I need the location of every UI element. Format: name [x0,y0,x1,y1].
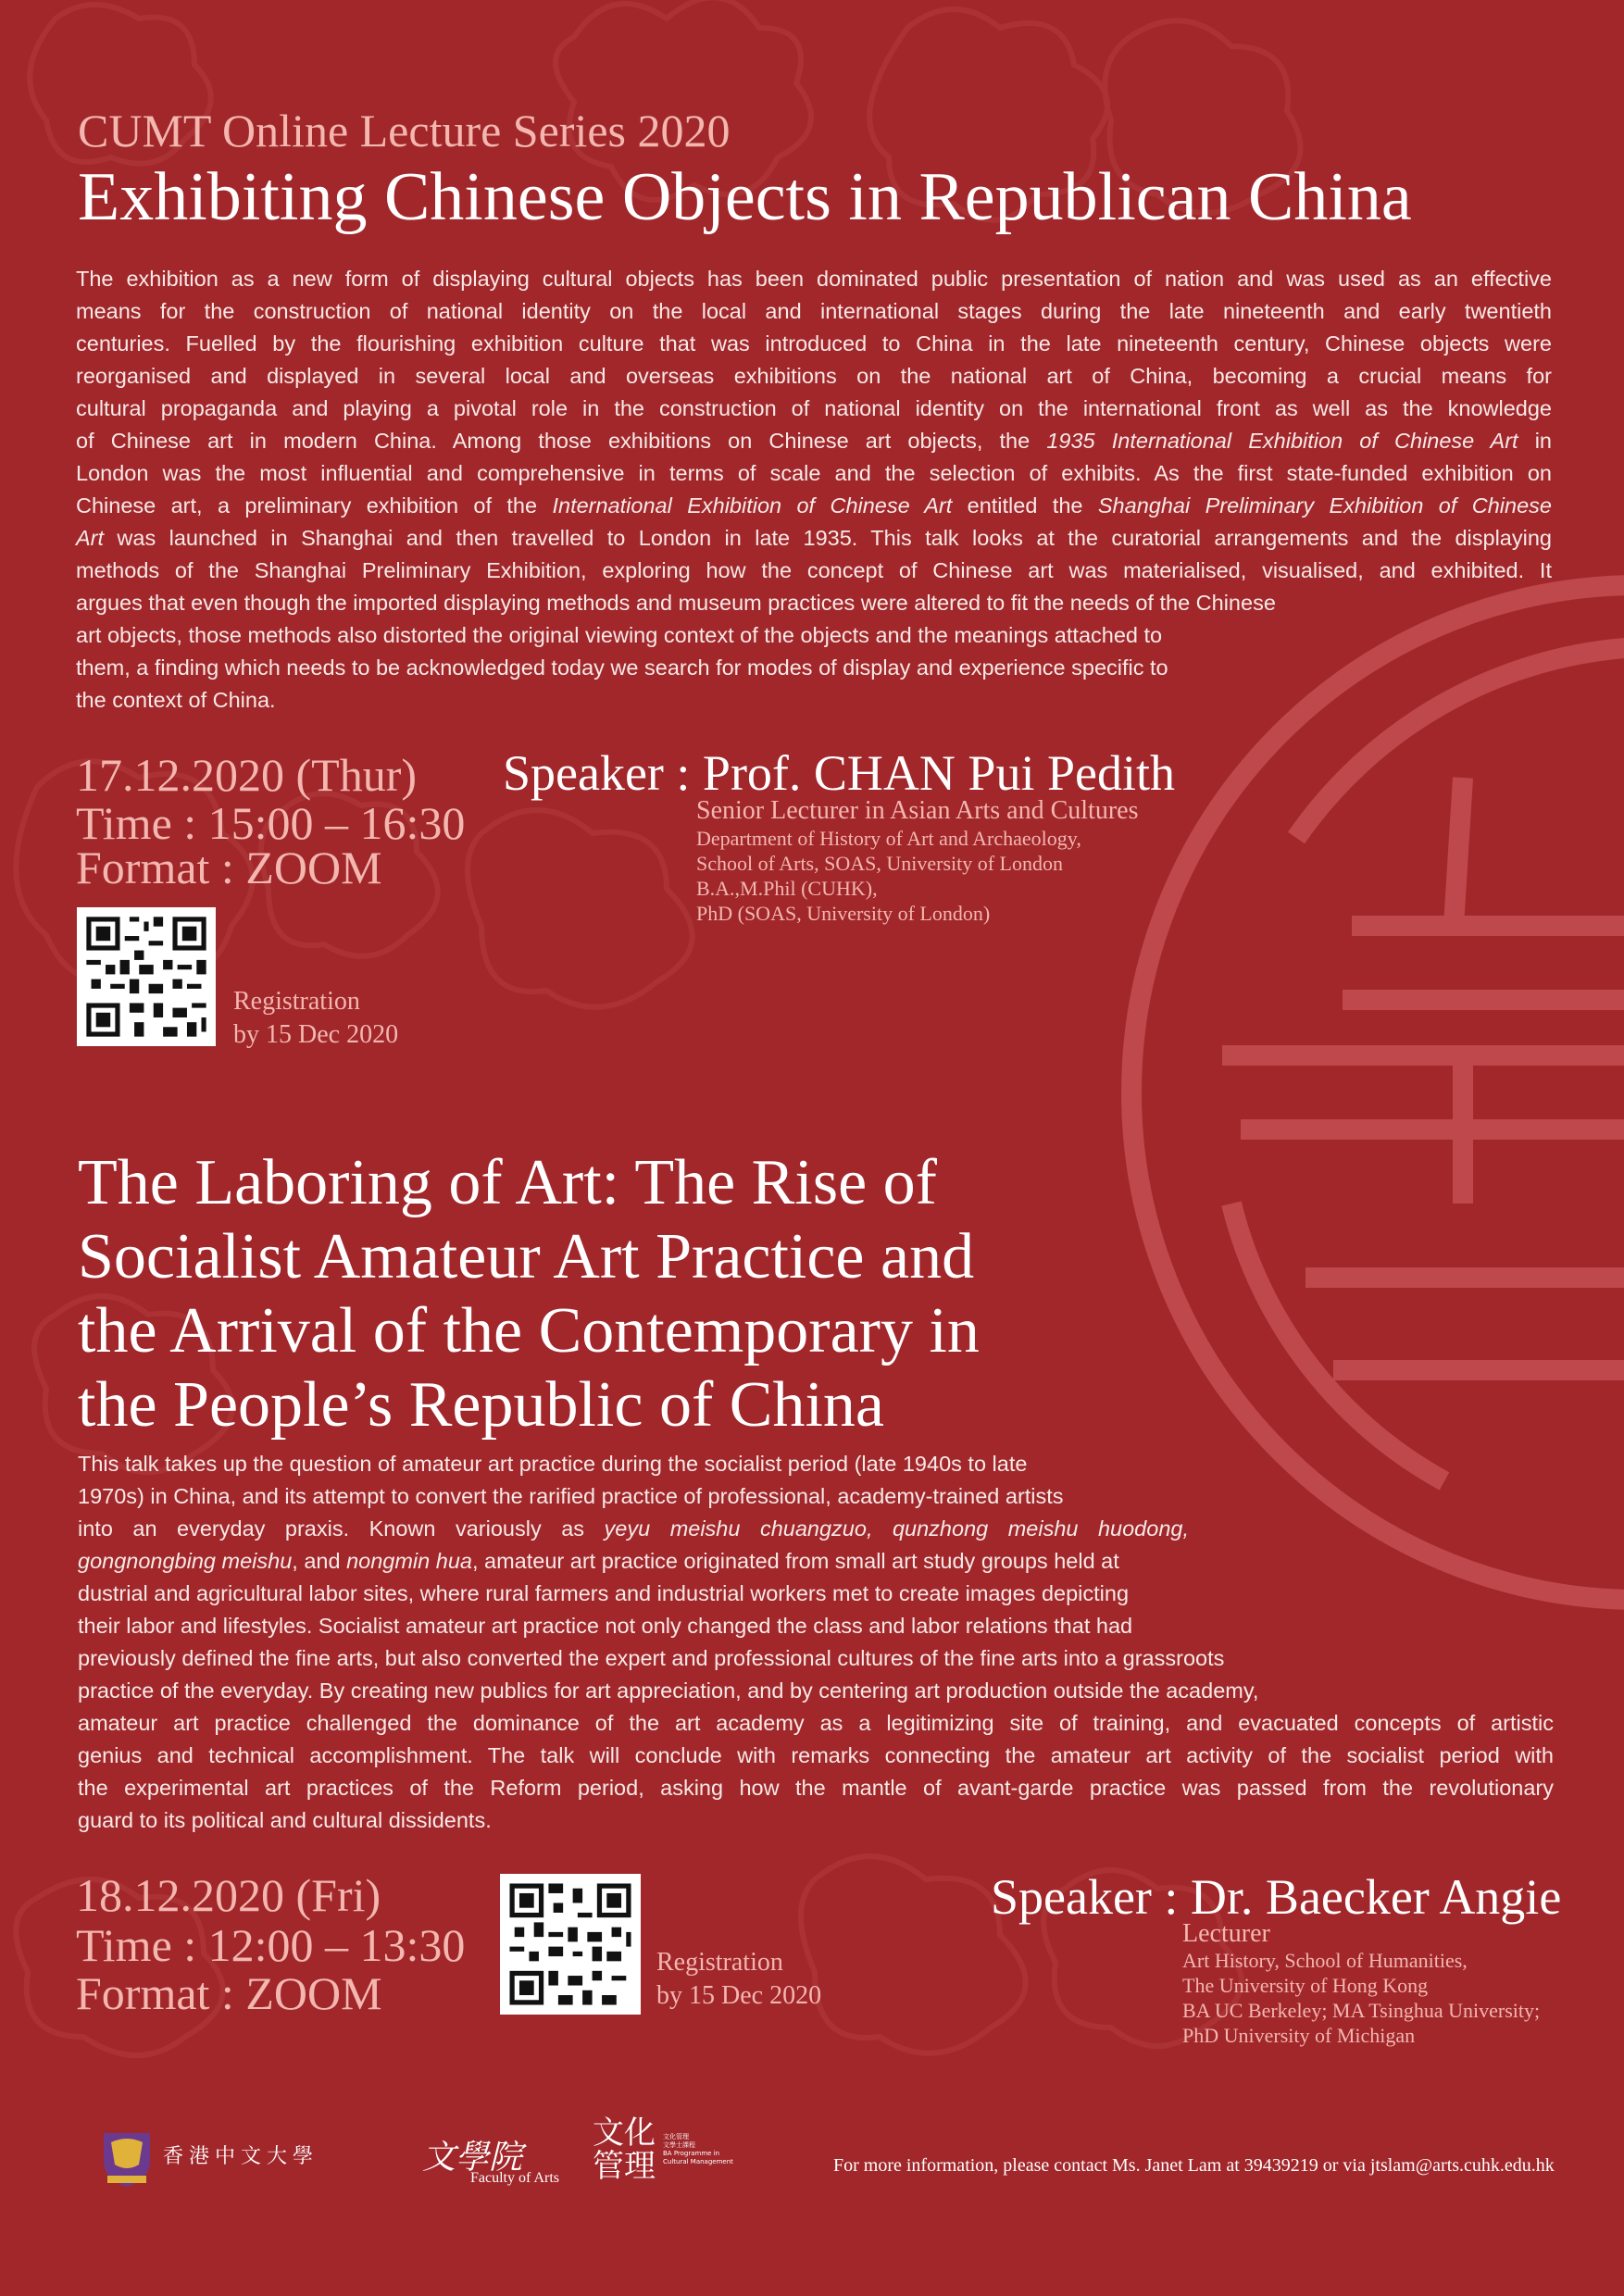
lecture1-qr-code-icon[interactable] [77,907,216,1046]
abstract-line: the experimental art practices of the Reform period, asking how the mantle of avant-garde practice was passed from the revolutionary [78,1776,1554,1800]
lecture2-title [78,1146,980,1442]
lecture1-speaker: Speaker : Prof. CHAN Pui Pedith [503,745,1175,801]
abstract-line: art objects, those methods also distorted the original viewing context of the objects and the meanings attached to [76,623,1163,647]
lecture2-abstract [78,1448,1554,1837]
contact-info: For more information, please contact Ms. Janet Lam at 39439219 or via jtslam@arts.cuhk.edu.hk [833,2155,1555,2176]
registration-label: Registration [656,1948,783,1977]
speaker-credential: PhD (SOAS, University of London) [696,902,991,925]
lecture2-registration [656,1946,821,2013]
speaker-position: Senior Lecturer in Asian Arts and Cultures [696,796,1139,825]
speaker-credential: B.A.,M.Phil (CUHK), [696,877,878,900]
lecture1-registration [233,985,398,1052]
abstract-line: argues that even though the imported displaying methods and museum practices were altered to fit the needs of the Chinese [76,591,1276,615]
speaker-position: Lecturer [1182,1919,1270,1948]
abstract-line: gongnongbing meishu, and nongmin hua, amateur art practice originated from small art study groups held at [78,1549,1119,1573]
abstract-line: The exhibition as a new form of displaying cultural objects has been dominated public presentation of nation and was used as an effective [76,267,1552,291]
abstract-line: them, a finding which needs to be acknowledged today we search for modes of display and experience specific to [76,655,1168,680]
abstract-line: cultural propaganda and playing a pivotal role in the construction of national identity on the international front as well as the knowledge [76,396,1552,420]
lecture2-speaker-credentials [1182,1920,1540,2048]
lecture2-details [76,1869,466,2019]
abstract-line: centuries. Fuelled by the flourishing exhibition culture that was introduced to China in the late nineteenth century, Chinese objects were [76,331,1552,356]
registration-deadline: by 15 Dec 2020 [656,1981,822,2010]
faculty-of-arts-name: Faculty of Arts [470,2170,559,2186]
registration-label: Registration [233,987,360,1016]
lecture2-time: Time : 12:00 – 13:30 [76,1919,466,1971]
cm-text-line: 文學士課程 [663,2141,695,2149]
abstract-line: This talk takes up the question of amateur art practice during the socialist period (late 1940s to late [78,1452,1028,1476]
lecture1-format: Format : ZOOM [76,842,382,893]
lecture1-abstract [76,263,1552,717]
speaker-credential: PhD University of Michigan [1182,2024,1416,2047]
title-line: The Laboring of Art: The Rise of [78,1147,937,1218]
cultural-management-programme [663,2133,733,2166]
title-line: Socialist Amateur Art Practice and [78,1221,975,1292]
lecture2-speaker: Speaker : Dr. Baecker Angie [991,1869,1562,1925]
lecture1-time: Time : 15:00 – 16:30 [76,797,466,849]
abstract-line: practice of the everyday. By creating new publics for art appreciation, and by centering art production outside the academy, [78,1678,1259,1703]
registration-deadline: by 15 Dec 2020 [233,1020,399,1049]
abstract-line: London was the most influential and comprehensive in terms of scale and the selection of exhibits. As the first state-funded exhibition on [76,461,1552,485]
abstract-line: 1970s) in China, and its attempt to convert the rarified practice of professional, academy-trained artists [78,1484,1064,1508]
lecture1-date: 17.12.2020 (Thur) [76,749,417,801]
faculty-of-arts-logo: 文學院 [422,2139,523,2177]
abstract-line: methods of the Shanghai Preliminary Exhibition, exploring how the concept of Chinese art was materialised, visualised, and exhibited. It [76,558,1552,582]
abstract-line: Chinese art, a preliminary exhibition of the International Exhibition of Chinese Art entitled the Shanghai Preliminary Exhibition of Chinese [76,493,1552,518]
qr-code-icon [500,1874,641,2015]
speaker-credential: School of Arts, SOAS, University of London [696,852,1063,875]
abstract-line: their labor and lifestyles. Socialist amateur art practice not only changed the class and labor relations that had [78,1614,1133,1638]
cultural-management-logo: 文化管理 [593,2115,656,2185]
abstract-line: dustrial and agricultural labor sites, where rural farmers and industrial workers met to create images depicting [78,1581,1130,1605]
abstract-line: Art was launched in Shanghai and then travelled to London in late 1935. This talk looks at the curatorial arrangements and the displaying [76,526,1552,550]
cm-text-line: Cultural Management [663,2158,733,2165]
speaker-credential: BA UC Berkeley; MA Tsinghua University; [1182,1999,1541,2022]
abstract-line: means for the construction of national identity on the local and international stages during the late nineteenth and early twentieth [76,299,1552,323]
qr-code-icon [77,907,216,1046]
cm-text-line: 文化管理 [663,2133,689,2140]
abstract-line: the context of China. [76,688,276,712]
speaker-credential: The University of Hong Kong [1182,1974,1429,1997]
abstract-line: reorganised and displayed in several local and overseas exhibitions on the national art of China, becoming a crucial means for [76,364,1552,388]
abstract-line: into an everyday praxis. Known variously as yeyu meishu chuangzuo, qunzhong meishu huodong, [78,1516,1189,1541]
lecture1-title: Exhibiting Chinese Objects in Republican China [78,159,1412,235]
abstract-line: amateur art practice challenged the dominance of the art academy as a legitimizing site of training, and evacuated concepts of artistic [78,1711,1554,1735]
cuhk-name: 香港中文大學 [163,2145,319,2168]
abstract-line: genius and technical accomplishment. The talk will conclude with remarks connecting the amateur art activity of the socialist period with [78,1743,1554,1767]
abstract-line: guard to its political and cultural dissidents. [78,1808,492,1832]
speaker-credential: Department of History of Art and Archaeology, [696,827,1081,850]
lecture2-format: Format : ZOOM [76,1967,382,2019]
cm-text-line: BA Programme in [663,2150,720,2157]
lecture1-details [76,749,466,893]
title-line: the Arrival of the Contemporary in [78,1295,980,1366]
lecture2-date: 18.12.2020 (Fri) [76,1869,381,1921]
series-title: CUMT Online Lecture Series 2020 [78,105,731,156]
title-line: the People’s Republic of China [78,1369,884,1441]
lecture1-speaker-credentials [696,796,1138,926]
abstract-line: previously defined the fine arts, but also converted the expert and professional cultures of the fine arts into a grassroots [78,1646,1225,1670]
speaker-credential: Art History, School of Humanities, [1182,1949,1468,1972]
cuhk-crest-icon [98,2129,156,2189]
lecture2-qr-code-icon[interactable] [500,1874,641,2015]
abstract-line: of Chinese art in modern China. Among those exhibitions on Chinese art objects, the 1935 International Exhibition of Chinese Art in [76,429,1552,453]
